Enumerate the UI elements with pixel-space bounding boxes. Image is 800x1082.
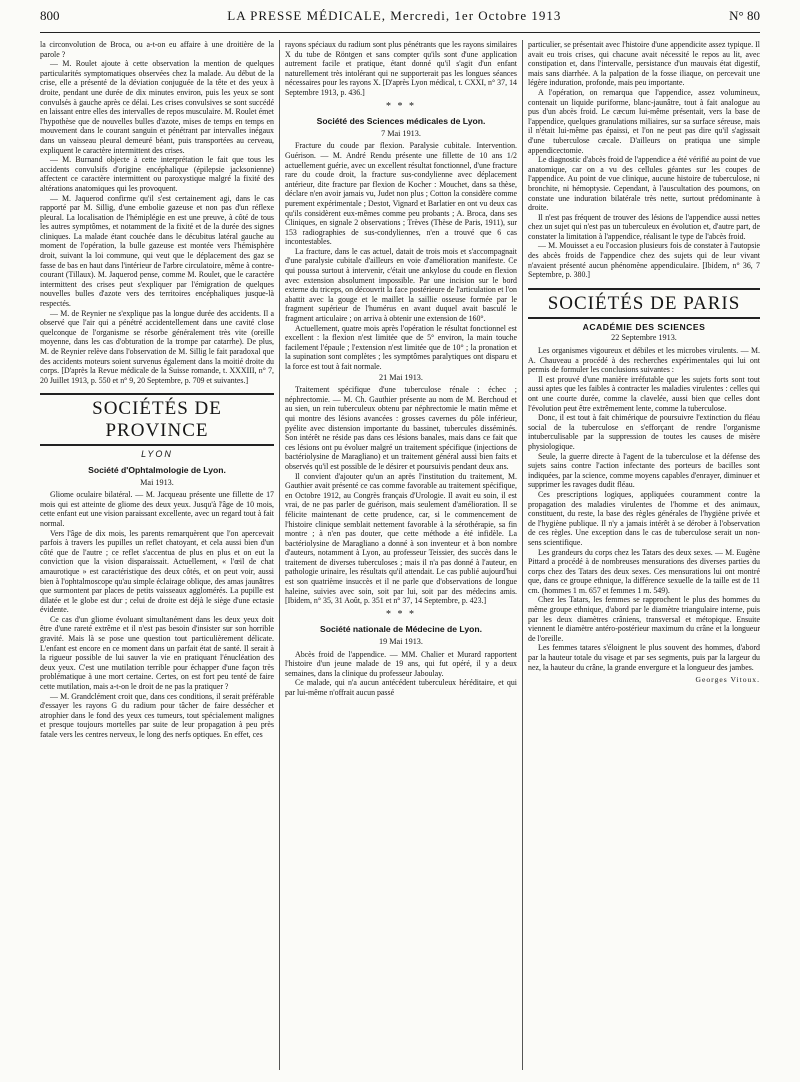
paragraph: Il est prouvé d'une manière irréfutable que les sujets forts sont tout aussi aptes que les faibles à contracter les maladies virulentes : celles qui ont une courte durée, comme la clavelée, aussi bien que celles dont l'évolution peut être extrêmement lente, comme la tuberculose.: [528, 374, 760, 413]
paragraph: Gliome oculaire bilatéral. — M. Jacqueau présente une fillette de 17 mois qui est atteinte de gliome des deux yeux. Jusqu'à l'âge de 10 mois, cette enfant eut une vision paraissant excellente, avec un regard tout à fait normal.: [40, 490, 274, 528]
paragraph: — M. Mouisset a eu l'occasion plusieurs fois de constater à l'autopsie des abcès froids de l'appendice chez des sujets qui de leur vivant n'avaient présenté aucun phénomène appendiculaire. [Ibidem, n° 36, 7 Septembre, p. 380.]: [528, 241, 760, 280]
session-date: 19 Mai 1913.: [379, 637, 423, 647]
column-1: [40, 40, 274, 740]
paragraph: La fracture, dans le cas actuel, datait de trois mois et s'accompagnait d'une paralysie cubitale d'ailleurs en voie d'amélioration manifeste. Ce qui poussa surtout à intervenir, c'était une ankylose du coude en flexion avec extension absolument impossible. Par une incision sur le bord externe du triceps, on découvrit la face postérieure de l'articulation et l'on abattit avec la gouge et le maillet la saillie osseuse formée par le fragment supérieur de l'humérus en avant duquel avait basculé le fragment articulaire ; on arriva à obtenir une extension de 160°.: [285, 246, 517, 324]
paragraph: la circonvolution de Broca, ou a-t-on eu affaire à une droitière de la parole ?: [40, 40, 274, 59]
paragraph: A l'opération, on remarqua que l'appendice, assez volumineux, contenait un liquide puriforme, blanc-jaunâtre, tout à fait analogue au pus d'un abcès froid. Le cæcum lui-même présentait, vers la base de l'appendice, quelques granulations miliaires, sur sa surface séreuse, mais il n'était lui-même pas épaissi, et l'on ne peut pas dire qu'il s'agissait d'une tuberculose cæcale. D'ailleurs on pratiqua une simple appendicectomie.: [528, 87, 760, 155]
paragraph: — M. Roulet ajoute à cette observation la mention de quelques particularités symptomatiques observées chez la malade. Au début de la crise, elle a présenté de la déviation conjuguée de la tête et des yeux à droite, pendant une durée de dix minutes environ, puis les yeux se sont convulsés à gauche après ce délai. Les crises convulsives se sont succédé en laissant entre elles des intervalles de repos musculaire. M. Roulet émet l'hypothèse que de nouvelles bulles d'azote, mises de temps en temps en mouvement dans le courant sanguin et pénétrant par intervalles inégaux dans un vaisseau pleural demeuré béant, puis transportées au cerveau, expliquent le caractère intermittent des crises.: [40, 59, 274, 155]
session-date: 7 Mai 1913.: [381, 128, 421, 138]
paragraph: Ces prescriptions logiques, appliquées couramment contre la propagation des maladies virulentes de l'homme et des animaux, constituent, du reste, la base des règles générales de l'hygiène privée et de l'hygiène publique. Il n'y a jamais intérêt à se dérober à l'observation de ces règles. Une exception dans le cas de tuberculose serait un non-sens scientifique.: [528, 489, 760, 547]
column-3: [528, 40, 760, 685]
page-number: 800: [40, 8, 60, 23]
session-date: 21 Mai 1913.: [379, 372, 423, 382]
paragraph: — M. Burnand objecte à cette interprétation le fait que tous les accidents convulsifs d'origine encéphalique (épilepsie jacksonienne) affectent ce caractère intermittent ou paroxystique malgré la fixité des altérations anatomiques qui les provoquent.: [40, 155, 274, 193]
section-banner: SOCIÉTÉS DE PROVINCE: [40, 393, 274, 446]
page-header: [40, 8, 760, 33]
section-separator: * * *: [386, 100, 416, 112]
paragraph: Abcès froid de l'appendice. — MM. Chalier et Murard rapportent l'histoire d'un jeune malade de 19 ans, qui fut opéré, il y a deux semaines, dans la clinique du professeur Jaboulay.: [285, 649, 517, 678]
paragraph: Actuellement, quatre mois après l'opération le résultat fonctionnel est excellent : la flexion n'est limitée que de 5° environ, la main touche facilement l'épaule ; l'extension n'est limitée que de 10° ; la pronation et la supination sont complètes ; les symptômes paralytiques ont disparu et la force est tout à fait normale.: [285, 323, 517, 371]
paragraph: Chez les Tatars, les femmes se rapprochent le plus des hommes du même groupe ethnique, d'abord par le diamètre triangulaire interne, puis par les deux diamètres crâniens, transversal et métopique. Ensuite viennent le diamètre antéro-postérieur maximum du crâne et la longueur de l'oreille.: [528, 595, 760, 643]
issue-number: N° 80: [729, 8, 760, 23]
society-heading: Société nationale de Médecine de Lyon.: [319, 624, 483, 635]
city-heading: LYON: [141, 449, 173, 460]
paragraph: Ce malade, qui n'a aucun antécédent tuberculeux héréditaire, et qui par lui-même n'offrait aucun passé: [285, 678, 517, 697]
paragraph: Seule, la guerre directe à l'agent de la tuberculose et la défense des sujets sains contre l'action infectante des porteurs de bacilles sont indiquées, par la science, comme moyens capables d'enrayer, diminuer et supprimer les ravages dudit fléau.: [528, 451, 760, 490]
paragraph: — M. de Reynier ne s'explique pas la longue durée des accidents. Il a observé que l'air qui a pénétré accidentellement dans une cavité close quelconque de l'organisme se résorbe généralement très vite (oreille moyenne, dans les cas d'obturation de la trompe par catarrhe). De plus, M. de Reynier relève dans l'observation de M. Sillig le fait paradoxal que des accidents moteurs soient survenus également dans la moitié droite du corps. [D'après la Revue médicale de la Suisse romande, t. XXXIII, n° 7, 20 Juillet 1913, p. 550 et n° 9, 20 Septembre, p. 709 et suivantes.]: [40, 308, 274, 385]
society-heading: Société d'Ophtalmologie de Lyon.: [88, 464, 226, 475]
paragraph: particulier, se présentait avec l'histoire d'une appendicite assez typique. Il avait eu trois crises, qui chacune avait nécessité le repos au lit, avec constipation et, dans l'intervalle, persistance d'un mauvais état digestif, mais sans diarrhée. A la palpation de la fosse iliaque, on percevait une légère induration, profonde, mais peu importante.: [528, 40, 760, 88]
academy-heading: ACADÉMIE DES SCIENCES: [582, 321, 706, 332]
paragraph: Traitement spécifique d'une tuberculose rénale : échec ; néphrectomie. — M. Ch. Gauthier présente au nom de M. Berchoud et au sien, un rein tuberculeux obtenu par néphrectomie le matin même et qui montre des lésions avancées : grosses cavernes du pôle inférieur, pyélite avec distension importante du bassinet, tubercules disséminés. Son intérêt ne réside pas dans ces lésions banales, mais dans ce fait que ces lésions ont pu évoluer malgré un traitement spécifique (injections de bactériolysine de Maragliano) et un traitement général aussi bien faits et observés qu'il est possible de le désirer et poursuivis pendant deux ans.: [285, 385, 517, 471]
session-date: 22 Septembre 1913.: [611, 333, 677, 343]
author-signature: Georges Vitoux.: [695, 675, 760, 685]
paragraph: Les organismes vigoureux et débiles et les microbes virulents. — M. A. Chauveau a procédé à des recherches expérimentales qui lui ont permis de formuler les conclusions suivantes :: [528, 346, 760, 375]
session-date: Mai 1913.: [140, 477, 174, 487]
paragraph: — M. Jaquerod confirme qu'il s'est certainement agi, dans le cas rapporté par M. Sillig, d'une embolie gazeuse et non pas d'un réflexe pleural. La localisation de l'hémiplégie en est une preuve, à côté de tous les autres symptômes, et notamment de la fixité et de la durée des signes cliniques. La malade étant couchée dans le décubitus latéral gauche au moment de l'opération, la bulle gazeuse est montée vers l'hémisphère droit, suivant la loi commune, qui veut que le déplacement des gaz se fasse de bas en haut dans l'intérieur de l'arbre circulatoire, même à contre-courant (Tillaux). M. Jaquerod pense, comme M. Roulet, que le caractère intermittent des crises peut s'expliquer par l'émigration de quelques nouvelles bulles d'azote vers des territoires encéphaliques jusque-là respectés.: [40, 193, 274, 309]
paragraph: rayons spéciaux du radium sont plus pénétrants que les rayons similaires X du tube de Röntgen et sans compter qu'ils sont d'une application autrement facile et pratique, étant donné qu'il s'agit d'un enfant naturellement très intolérant qui ne supporterait pas les longues séances nécessaires pour les rayons X. [D'après Lyon médical, t. CXXI, n° 37, 14 Septembre 1913, p. 436.]: [285, 40, 517, 97]
journal-title: LA PRESSE MÉDICALE, Mercredi, 1er Octobre 1913: [227, 8, 562, 23]
section-separator: * * *: [386, 608, 416, 620]
paragraph: Le diagnostic d'abcès froid de l'appendice a été vérifié au point de vue anatomique, car on a vu des cellules géantes sur les coupes de l'appendice. Au point de vue clinique, aucune histoire de tuberculose, ni bronchite, ni hémoptysie. Cependant, à l'auscultation des poumons, on constate une induration bilatérale très nette, surtout prédominante à droite.: [528, 155, 760, 213]
paragraph: Vers l'âge de dix mois, les parents remarquèrent que l'on apercevait parfois à travers les pupilles un reflet chatoyant, et cela aussi bien d'un côté que de l'autre ; ce reflet s'accentua de plus en plus et on eut la conviction que la vision disparaissait. Actuellement, « l'œil de chat amaurotique » est caractéristique des deux côtés, et on peut voir, aussi bien à l'ophtalmoscope qu'au simple éclairage oblique, des amas jaunâtres que surmontent par places de petits vaisseaux agglomérés. La pupille est dilatée et le globe est dur ; celui de droite est déjà le siège d'une ectasie évidente.: [40, 528, 274, 615]
paragraph: Donc, il est tout à fait chimérique de poursuivre l'extinction du fléau social de la tuberculose en s'efforçant de rendre l'organisme intuberculisable par la suppression de toutes les causes de misère physiologique.: [528, 413, 760, 451]
society-heading: Société des Sciences médicales de Lyon.: [316, 116, 486, 127]
paragraph: Ce cas d'un gliome évoluant simultanément dans les deux yeux doit être d'une rareté extrême et il n'est pas besoin d'insister sur son horrible gravité. Mais là se pose une question tout particulièrement délicate. L'enfant est encore en ce moment dans un parfait état de santé. Il serait à la rigueur possible de lui sauver la vie en pratiquant l'énucléation des deux yeux. C'est une mutilation terrible pour échapper d'une façon très problématique à une mort certaine. Certes, on est fort peu tenté de faire cette mutilation, mais a-t-on le droit de ne pas la pratiquer ?: [40, 614, 274, 692]
paragraph: — M. Grandclément croit que, dans ces conditions, il serait préférable d'essayer les rayons G du radium pour tâcher de faire dessécher et atrophier dans le fond des yeux ces tumeurs, tout spécialement malignes et presque toujours mortelles par suite de leur propagation à peu près fatale vers les centres nerveux, le long des nerfs optiques. En effet, ces: [40, 691, 274, 739]
column-rule: [522, 40, 523, 1070]
paragraph: Fracture du coude par flexion. Paralysie cubitale. Intervention. Guérison. — M. André Rendu présente une fillette de 10 ans 1/2 actuellement guérie, avec un excellent résultat fonctionnel, d'une fracture rare du coude droit, la fracture sus-condylienne avec déplacement antérieur, dite fracture par flexion de Kocher : Mouchet, dans sa thèse, déclare n'en avoir jamais vu, Judet non plus ; Cotton la considère comme purement expérimentale ; Destot, Vignard et Barlatier en ont vu deux cas qu'ils considèrent eux-mêmes comme peu probants ; A. Broca, dans ses Cliniques, en signale 2 observations ; Trèves (Thèse de Paris, 1911), sur 153 radiographies de sus-condyliennes, n'en a trouvé que 6 cas incontestables.: [285, 141, 517, 247]
paragraph: Il convient d'ajouter qu'un an après l'institution du traitement, M. Gauthier avait présenté ce cas comme favorable au traitement spécifique, en Octobre 1912, au Congrès français d'Urologie. Il avait eu soin, il est vrai, de ne pas parler de guérison, mais seulement d'amélioration. Il se félicite maintenant de cette prudence, car, si le commencement de l'histoire clinique semblait nettement favorable à la sérothérapie, sa fin montre ; à n'en pas douter, que cette méthode a été infidèle. La bactériolysine de Maragliano a donné à son inventeur et à bon nombre d'auteurs, notamment à Lyon, au professeur Teissier, des succès dans le traitement de diverses tuberculoses ; mais il n'a pas donné à l'auteur, en pathologie urinaire, les résultats qu'il attendait. Le cas publié aujourd'hui est son quatrième insuccès et il ne parle que d'observations de longue haleine, suivies avec soin, soit par lui, soit par des médecins amis. [Ibidem, n° 35, 31 Août, p. 351 et n° 37, 14 Septembre, p. 423.]: [285, 471, 517, 606]
column-rule: [279, 40, 280, 1070]
paragraph: Les femmes tatares s'éloignent le plus souvent des hommes, d'abord par la hauteur totale du visage et par ses segments, puis par la largeur du nez, la hauteur du crâne, la grande envergure et la longueur des jambes.: [528, 643, 760, 672]
column-2: [285, 40, 517, 698]
section-banner: SOCIÉTÉS DE PARIS: [528, 288, 760, 319]
paragraph: Il n'est pas fréquent de trouver des lésions de l'appendice aussi nettes chez un sujet qui n'est pas un tuberculeux en évolution et, d'autre part, de constater la limitation à l'appendice, réalisant le type de l'abcès froid.: [528, 212, 760, 241]
paragraph: Les grandeurs du corps chez les Tatars des deux sexes. — M. Eugène Pittard a procédé à de nombreuses mensurations des diverses parties du corps chez des Tatars des deux sexes. Ces mensurations lui ont montré que, dans ce groupe ethnique, la différence sexuelle de la taille est de 11 cm. (hommes 1 m. 657 et femmes 1 m. 549).: [528, 547, 760, 595]
